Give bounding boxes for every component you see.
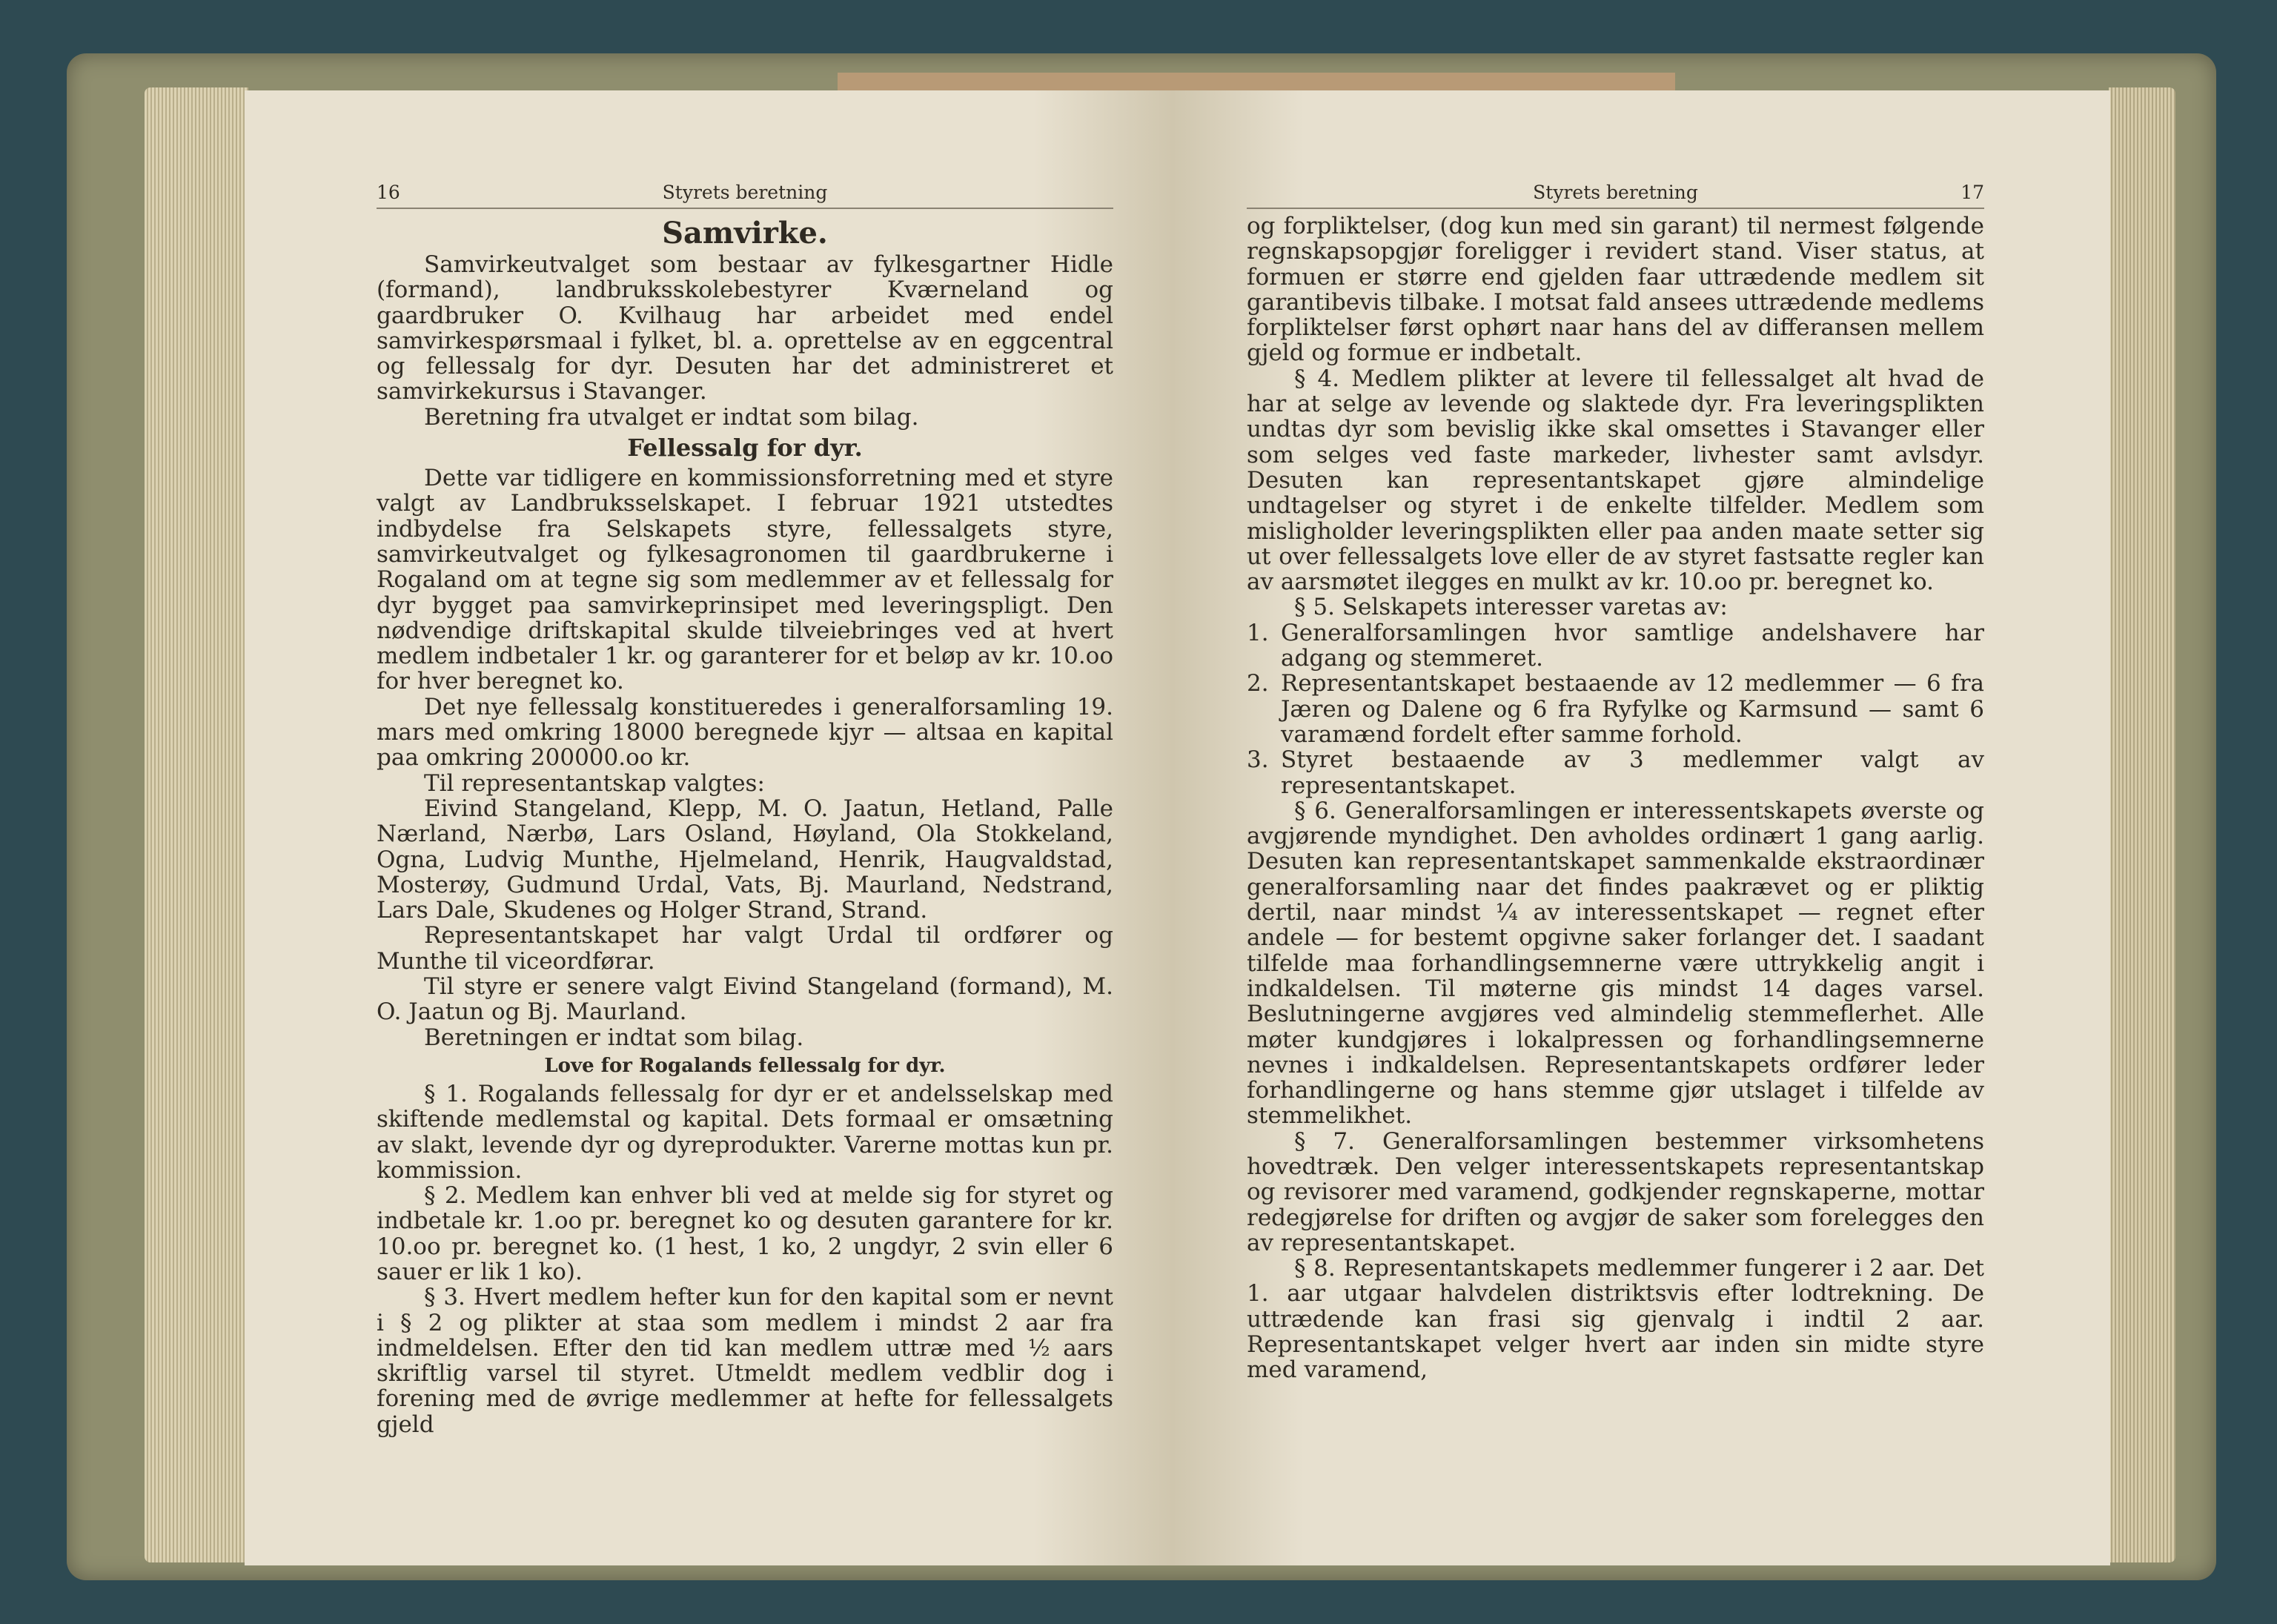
list-text: Representantskapet bestaaende av 12 medlemmer — 6 fra Jæren og Dalene og 6 fra Ryfylke og Karmsund — samt 6 varamænd fordelt efter samme forhold.: [1281, 670, 1984, 748]
page-number: 16: [377, 182, 400, 203]
list-text: Generalforsamlingen hvor samtlige andelshavere har adgang og stemmeret.: [1281, 619, 1984, 672]
list-number: 3.: [1247, 746, 1269, 774]
page-edges-right: [2109, 87, 2175, 1562]
right-page: [1173, 90, 2110, 1565]
list-item: [1247, 671, 1984, 747]
paragraph: Samvirkeutvalget som bestaar av fylkesgartner Hidle (formand), landbruksskolebestyrer Kværneland og gaardbruker O. Kvilhaug har arbeidet med endel samvirkespørsmaal i fylket, bl. a. oprettelse av en eggcentral og fellessalg for dyr. Desuten har det administreret et samvirkekursus i Stavanger.: [377, 251, 1113, 405]
list-text: Styret bestaaende av 3 medlemmer valgt av representantskapet.: [1281, 746, 1984, 799]
paragraph: § 7. Generalforsamlingen bestemmer virksomhetens hovedtræk. Den velger interessentskapets representantskap og revisorer med varamend, godkjender regnskaperne, mottar redegjørelse for driften og avgjør de saker som forelegges den av representantskapet.: [1247, 1127, 1984, 1256]
subheading: Fellessalg for dyr.: [627, 434, 863, 463]
paragraph: Beretningen er indtat som bilag.: [424, 1024, 804, 1051]
left-page: [245, 90, 1173, 1565]
paragraph: § 4. Medlem plikter at levere til fellessalget alt hvad de har at selge av levende og slaktede dyr. Fra leveringsplikten undtas dyr som bevislig ikke skal omsettes i Stavanger eller som selges ved faste markeder, livhester samt avlsdyr. Desuten kan representantskapet gjøre almindelige undtagelser og styret i de enkelte tilfelder. Medlem som misligholder leveringsplikten eller paa anden maate setter sig ut over fellessalgets love eller de av styret fastsatte regler kan av aarsmøtet ilegges en mulkt av kr. 10.oo pr. beregnet ko.: [1247, 365, 1984, 596]
running-head-left: [377, 178, 1113, 209]
paragraph: § 8. Representantskapets medlemmer fungerer i 2 aar. Det 1. aar utgaar halvdelen distriktsvis efter lodtrekning. De uttrædende kan frasi sig gjenvalg i indtil 2 aar. Representantskapet velger hvert aar inden sin midte styre med varamend,: [1247, 1255, 1984, 1384]
list-item: [1247, 620, 1984, 672]
left-body: [377, 215, 1113, 1437]
list-item: [1247, 747, 1984, 798]
paragraph: § 1. Rogalands fellessalg for dyr er et andelsselskap med skiftende medlemstal og kapital. Dets formaal er omsætning av slakt, levende dyr og dyreprodukter. Varerne mottas kun pr. kommission.: [377, 1080, 1113, 1184]
running-head-title: Styrets beretning: [1533, 182, 1698, 203]
list-number: 2.: [1247, 670, 1269, 697]
subheading: Love for Rogalands fellessalg for dyr.: [544, 1054, 946, 1077]
paragraph: Beretning fra utvalget er indtat som bilag.: [424, 403, 919, 431]
paragraph: § 2. Medlem kan enhver bli ved at melde sig for styret og indbetale kr. 1.oo pr. beregnet ko og desuten garantere for kr. 10.oo pr. beregnet ko. (1 hest, 1 ko, 2 ungdyr, 2 svin eller 6 sauer er lik 1 ko).: [377, 1182, 1113, 1285]
paragraph: § 3. Hvert medlem hefter kun for den kapital som er nevnt i § 2 og plikter at staa som medlem i mindst 2 aar fra indmeldelsen. Efter den tid kan medlem uttræ med ½ aars skriftlig varsel til styret. Utmeldt medlem vedblir dog i forening med de øvrige medlemmer at hefte for fellessalgets gjeld: [377, 1284, 1113, 1438]
paragraph: Dette var tidligere en kommissionsforretning med et styre valgt av Landbruksselskapet. I februar 1921 utstedtes indbydelse fra Selskapets styre, fellessalgets styre, samvirkeutvalget og fylkesagronomen til gaardbrukerne i Rogaland om at tegne sig som medlemmer av et fellessalg for dyr bygget paa samvirkeprinsipet med leveringspligt. Den nødvendige driftskapital skulde tilveiebringes ved at hvert medlem indbetaler 1 kr. og garanterer for et beløp av kr. 10.oo for hver beregnet ko.: [377, 465, 1113, 695]
paragraph: Det nye fellessalg konstitueredes i generalforsamling 19. mars med omkring 18000 beregnede kjyr — altsaa en kapital paa omkring 200000.oo kr.: [377, 693, 1113, 772]
list-number: 1.: [1247, 619, 1269, 646]
paragraph: Til representantskap valgtes:: [424, 769, 765, 797]
paragraph: Eivind Stangeland, Klepp, M. O. Jaatun, Hetland, Palle Nærland, Nærbø, Lars Osland, Høyland, Ola Stokkeland, Ogna, Ludvig Munthe, Hjelmeland, Henrik, Haugvaldstad, Mosterøy, Gudmund Urdal, Vats, Bj. Maurland, Nedstrand, Lars Dale, Skudenes og Holger Strand, Strand.: [377, 795, 1113, 924]
page-edges-left: [145, 87, 248, 1562]
running-head-right: [1247, 178, 1984, 209]
paragraph: og forpliktelser, (dog kun med sin garant) til nermest følgende regnskapsopgjør foreligger i revidert stand. Viser status, at formuen er større end gjelden faar uttrædende medlem sit garantibevis tilbake. I motsat fald ansees uttrædende medlems forpliktelser først ophørt naar hans del av differansen mellem gjeld og formue er indbetalt.: [1247, 213, 1984, 367]
paragraph: § 6. Generalforsamlingen er interessentskapets øverste og avgjørende myndighet. Den avholdes ordinært 1 gang aarlig. Desuten kan representantskapet sammenkalde ekstraordinær generalforsamling naar det findes paakrævet og er pliktig dertil, naar mindst ¼ av interessentskapet — regnet efter andele — for bestemt opgivne saker forlanger det. I saadant tilfelde maa forhandlingsemnerne være uttrykkelig angit i indkaldelsen. Til møterne gis mindst 14 dages varsel. Beslutningerne avgjøres ved almindelig stemmeflerhet. Alle møter kundgjøres i lokalpressen og forhandlingsemnerne nevnes i indkaldelsen. Representantskapets ordfører leder forhandlingerne og hans stemme gjør utslaget i tilfelde av stemmelikhet.: [1247, 797, 1984, 1130]
page-number: 17: [1961, 182, 1984, 203]
running-head-title: Styrets beretning: [662, 182, 828, 203]
right-body: [1247, 213, 1984, 1383]
paragraph: Til styre er senere valgt Eivind Stangeland (formand), M. O. Jaatun og Bj. Maurland.: [377, 973, 1113, 1026]
section-heading: Samvirke.: [662, 216, 828, 251]
paragraph: Representantskapet har valgt Urdal til ordfører og Munthe til viceordførar.: [377, 922, 1113, 975]
paragraph: § 5. Selskapets interesser varetas av:: [1294, 594, 1728, 621]
